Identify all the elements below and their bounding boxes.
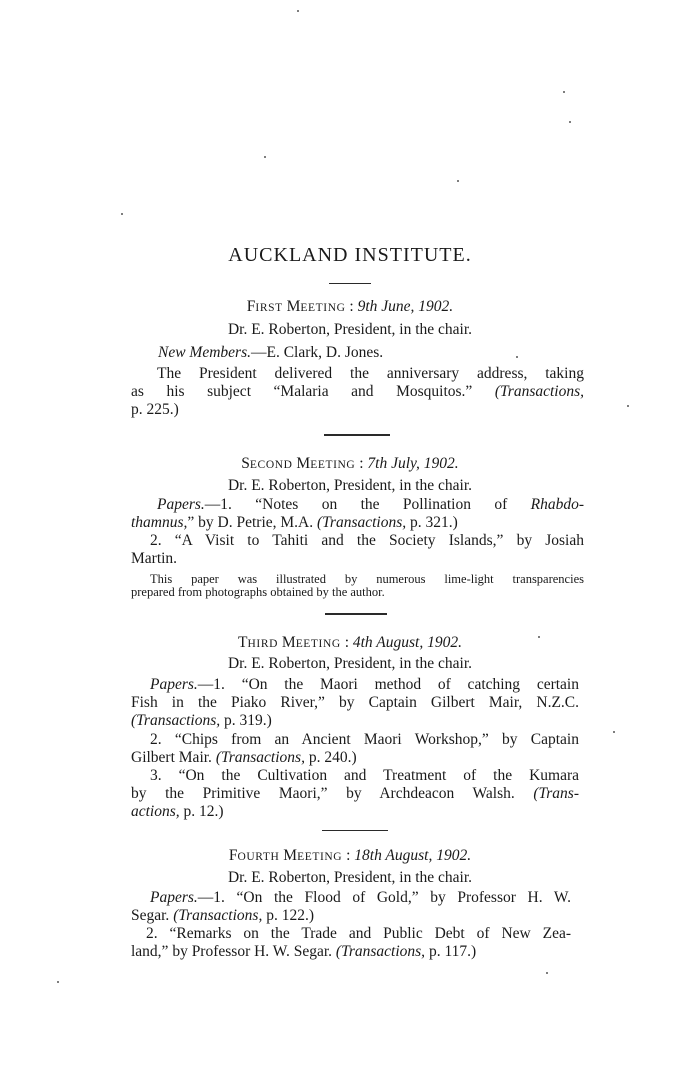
third-meeting-line: (Transactions, p. 319.) xyxy=(131,712,272,729)
fourth-meeting-line: Segar. (Transactions, p. 122.) xyxy=(131,907,314,924)
first-meeting-line: p. 225.) xyxy=(131,401,179,418)
second-meeting-note: prepared from photographs obtained by the author. xyxy=(131,585,385,599)
third-meeting-line: 3. “On the Cultivation and Treatment of the Kumara xyxy=(150,767,579,784)
scan-speck xyxy=(516,356,518,358)
scan-speck xyxy=(613,731,615,733)
scan-speck xyxy=(121,213,123,215)
scan-speck xyxy=(569,121,571,123)
third-meeting-line: by the Primitive Maori,” by Archdeacon Walsh. (Trans- xyxy=(131,785,579,802)
scan-speck xyxy=(546,972,548,974)
fourth-meeting-heading: FOURTH MEETING : 18th August, 1902. xyxy=(228,847,472,864)
scan-speck xyxy=(538,636,540,638)
fourth-meeting-chair: Dr. E. Roberton, President, in the chair. xyxy=(227,869,473,886)
first-meeting-members: New Members.—E. Clark, D. Jones. xyxy=(158,344,384,361)
third-meeting-line: Papers.—1. “On the Maori method of catching certain xyxy=(150,676,579,693)
fourth-meeting-line: Papers.—1. “On the Flood of Gold,” by Professor H. W. xyxy=(150,889,571,906)
third-meeting-heading: THIRD MEETING : 4th August, 1902. xyxy=(238,634,462,651)
third-meeting-line: Gilbert Mair. (Transactions, p. 240.) xyxy=(131,749,357,766)
second-meeting-line: Martin. xyxy=(131,550,178,567)
scan-speck xyxy=(57,981,59,983)
third-meeting-line: actions, p. 12.) xyxy=(131,803,224,820)
third-meeting-line: Fish in the Piako River,” by Captain Gilbert Mair, N.Z.C. xyxy=(131,694,579,711)
third-meeting-chair: Dr. E. Roberton, President, in the chair. xyxy=(227,655,473,672)
second-meeting-note: This paper was illustrated by numerous lime-light transparencies xyxy=(150,572,584,586)
section-divider xyxy=(324,434,390,436)
second-meeting-line: thamnus,” by D. Petrie, M.A. (Transactions, p. 321.) xyxy=(131,514,458,531)
first-meeting-line: The President delivered the anniversary address, taking xyxy=(157,365,584,382)
scan-speck xyxy=(627,405,629,407)
second-meeting-line: 2. “A Visit to Tahiti and the Society Islands,” by Josiah xyxy=(150,532,584,549)
second-meeting-chair: Dr. E. Roberton, President, in the chair. xyxy=(227,477,473,494)
title-rule xyxy=(329,283,371,284)
scan-speck xyxy=(563,91,565,93)
section-divider xyxy=(325,613,387,615)
scan-speck xyxy=(264,156,266,158)
section-divider xyxy=(322,830,388,831)
third-meeting-line: 2. “Chips from an Ancient Maori Workshop,” by Captain xyxy=(150,731,579,748)
page-title: AUCKLAND INSTITUTE. xyxy=(228,244,472,266)
second-meeting-heading: SECOND MEETING : 7th July, 1902. xyxy=(241,455,459,472)
scan-speck xyxy=(457,180,459,182)
first-meeting-line: as his subject “Malaria and Mosquitos.” (Transactions, xyxy=(131,383,584,400)
fourth-meeting-line: land,” by Professor H. W. Segar. (Transactions, p. 117.) xyxy=(131,943,477,960)
first-meeting-chair: Dr. E. Roberton, President, in the chair. xyxy=(227,321,473,338)
scan-speck xyxy=(297,10,299,12)
first-meeting-heading: FIRST MEETING : 9th June, 1902. xyxy=(246,298,454,315)
fourth-meeting-line: 2. “Remarks on the Trade and Public Debt of New Zea- xyxy=(146,925,571,942)
second-meeting-line: Papers.—1. “Notes on the Pollination of Rhabdo- xyxy=(157,496,584,513)
